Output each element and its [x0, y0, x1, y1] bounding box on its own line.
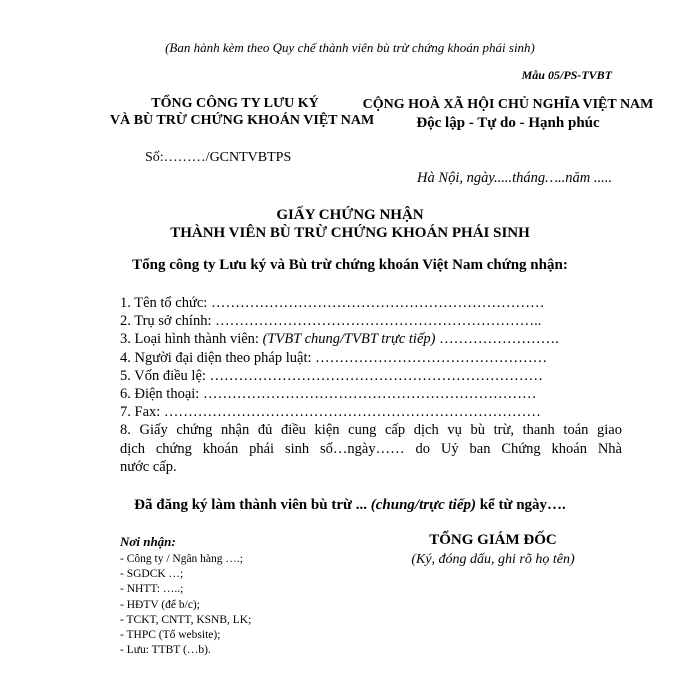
signature-block	[388, 531, 598, 569]
signature-instructions: (Ký, đóng dấu, ghi rõ họ tên)	[411, 552, 575, 567]
member-type-options: (TVBT chung/TVBT trực tiếp)	[262, 331, 436, 348]
recipient-item: - HĐTV (để b/c);	[120, 598, 200, 611]
nation-name: CỘNG HOÀ XÃ HỘI CHỦ NGHĨA VIỆT NAM	[362, 97, 654, 112]
issuing-organization	[110, 95, 375, 129]
registration-type: (chung/trực tiếp)	[370, 497, 476, 513]
eligibility-line3: nước cấp.	[120, 458, 177, 475]
field-organization-name: 1. Tên tổ chức: ……………………………………………………………	[120, 295, 545, 311]
field-fax: 7. Fax: ……………………………………………………………………	[120, 404, 541, 421]
recipient-item: - Công ty / Ngân hàng ….;	[120, 553, 243, 565]
recipient-item: - TCKT, CNTT, KSNB, LK;	[120, 613, 252, 626]
place-date: Hà Nội, ngày.....tháng…..năm .....	[417, 170, 612, 186]
registration-prefix: Đã đăng ký làm thành viên bù trừ ...	[134, 497, 371, 513]
registration-statement	[0, 497, 700, 514]
recipient-item: - SGDCK …;	[120, 568, 184, 581]
field-charter-capital: 5. Vốn điều lệ: ……………………………………………………………	[120, 367, 544, 384]
title-line1: GIẤY CHỨNG NHẬN	[276, 207, 424, 223]
national-motto	[348, 95, 668, 133]
member-type-label: 3. Loại hình thành viên:	[120, 331, 263, 348]
org-name-line1: TỔNG CÔNG TY LƯU KÝ	[151, 96, 319, 111]
regulation-note: (Ban hành kèm theo Quy chế thành viên bù trừ chứng khoán phái sinh)	[165, 40, 535, 55]
field-legal-representative: 4. Người đại diện theo pháp luật: …………………………………………	[120, 349, 548, 366]
recipient-item: - THPC (Tổ website);	[120, 629, 221, 642]
field-phone: 6. Điện thoại: ……………………………………………………………	[120, 386, 537, 403]
recipient-item: - Lưu: TTBT (…b).	[120, 644, 211, 657]
document-title	[0, 206, 700, 242]
motto-line: Độc lập - Tự do - Hạnh phúc	[416, 115, 600, 131]
recipient-item: - NHTT: …..;	[120, 583, 184, 596]
recipients-list	[120, 552, 251, 658]
eligibility-line2: dịch chứng khoán phái sinh số…ngày…… do Uỷ ban Chứng khoán Nhà	[120, 440, 622, 457]
field-member-type	[120, 330, 622, 348]
registration-suffix: kể từ ngày….	[475, 497, 566, 513]
certificate-fields	[120, 294, 622, 476]
form-code: Mẫu 05/PS-TVBT	[521, 68, 612, 82]
eligibility-line1: 8. Giấy chứng nhận đủ điều kiện cung cấp dịch vụ bù trừ, thanh toán giao	[120, 422, 622, 439]
field-head-office: 2. Trụ sở chính: …………………………………………………………..	[120, 313, 542, 330]
certify-statement: Tổng công ty Lưu ký và Bù trừ chứng khoán Việt Nam chứng nhận:	[132, 257, 568, 273]
signer-title: TỔNG GIÁM ĐỐC	[429, 532, 557, 548]
field-eligibility-certificate	[120, 421, 622, 476]
document-number: Số:………/GCNTVBTPS	[145, 150, 292, 165]
org-name-line2: VÀ BÙ TRỪ CHỨNG KHOÁN VIỆT NAM	[110, 113, 375, 128]
title-line2: THÀNH VIÊN BÙ TRỪ CHỨNG KHOÁN PHÁI SINH	[170, 225, 530, 241]
recipients-heading: Nơi nhận:	[120, 534, 176, 549]
member-type-dots: …………………….	[435, 331, 559, 348]
